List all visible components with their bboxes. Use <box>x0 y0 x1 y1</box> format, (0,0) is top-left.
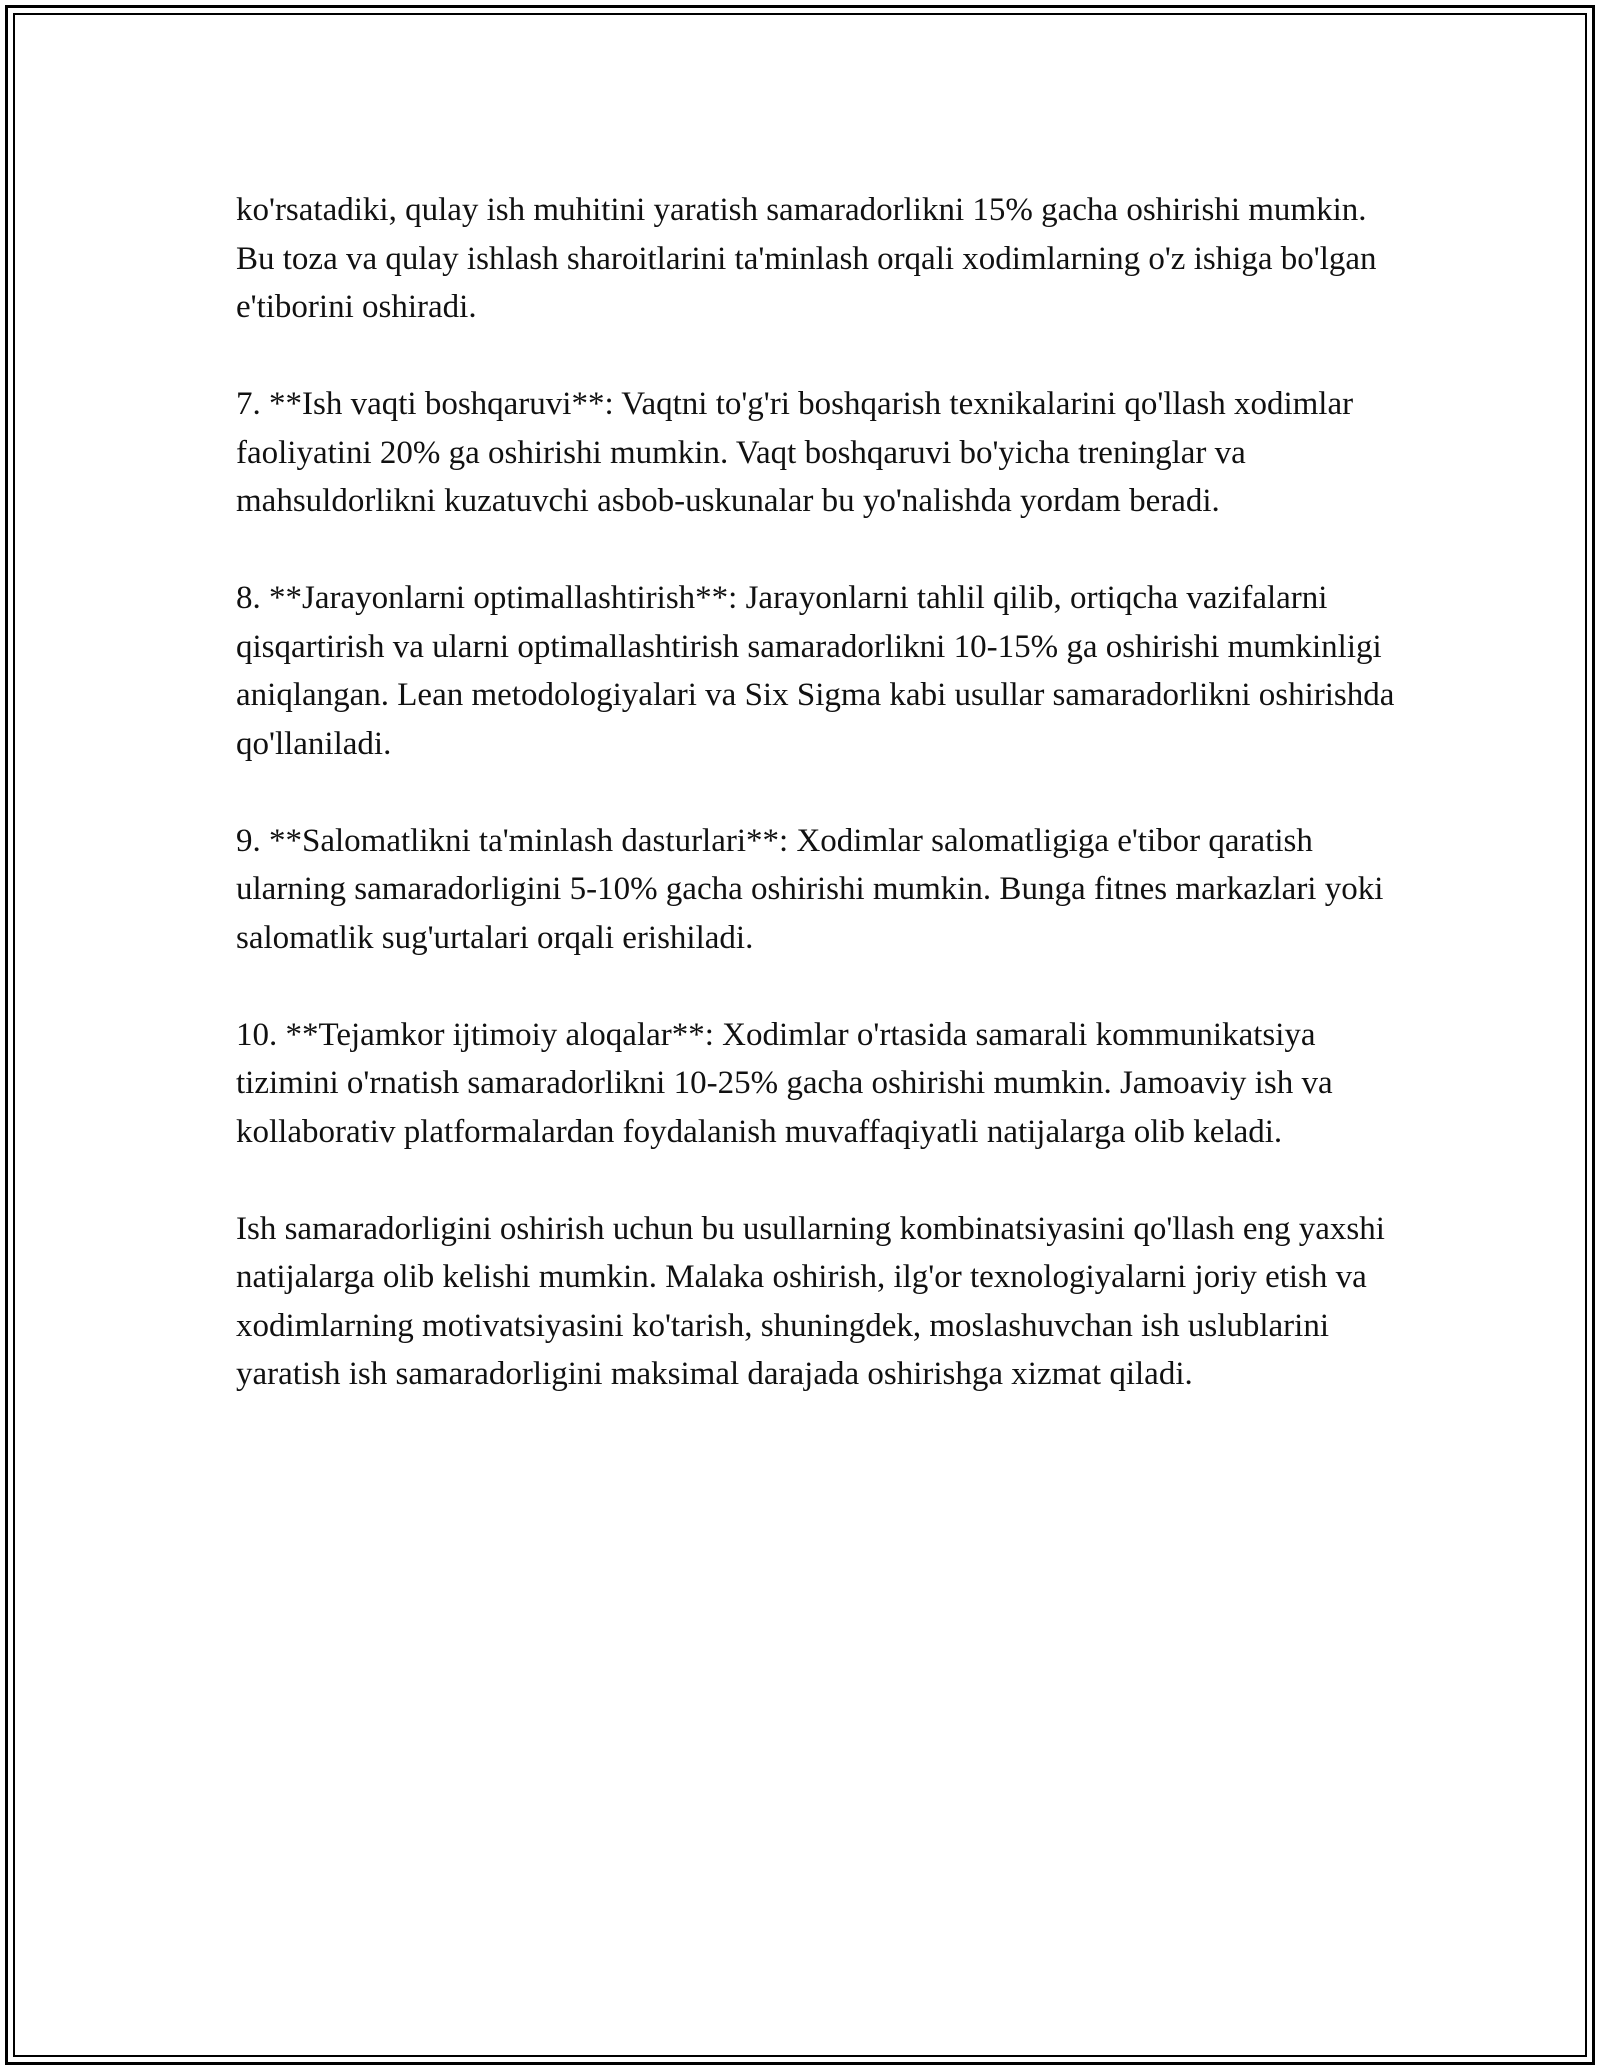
document-body <box>236 186 1396 1399</box>
paragraph-item-10: 10. **Tejamkor ijtimoiy aloqalar**: Xodimlar o'rtasida samarali kommunikatsiya tizimini o'rnatish samaradorlikni 10-25% gacha oshirishi mumkin. Jamoaviy ish va kollaborativ platformalardan foydalanish muvaffaqiyatli natijalarga olib keladi. <box>236 1016 1333 1150</box>
paragraph-item-9: 9. **Salomatlikni ta'minlash dasturlari**: Xodimlar salomatligiga e'tibor qaratish ularning samaradorligini 5-10% gacha oshirishi mumkin. Bunga fitnes markazlari yoki salomatlik sug'urtalari orqali erishiladi. <box>236 822 1384 956</box>
paragraph-item-7: 7. **Ish vaqti boshqaruvi**: Vaqtni to'g'ri boshqarish texnikalarini qo'llash xodimlar faoliyatini 20% ga oshirishi mumkin. Vaqt boshqaruvi bo'yicha treninglar va mahsuldorlikni kuzatuvchi asbob-uskunalar bu yo'nalishda yordam beradi. <box>236 386 1354 519</box>
paragraph-continuation: ko'rsatadiki, qulay ish muhitini yaratish samaradorlikni 15% gacha oshirishi mumkin. Bu toza va qulay ishlash sharoitlarini ta'minlash orqali xodimlarning o'z ishiga bo'lgan e'tiborini oshiradi. <box>236 192 1377 325</box>
paragraph-conclusion: Ish samaradorligini oshirish uchun bu usullarning kombinatsiyasini qo'llash eng yaxshi natijalarga olib kelishi mumkin. Malaka oshirish, ilg'or texnologiyalarni joriy etish va xodimlarning motivatsiyasini ko'tarish, shuningdek, moslashuvchan ish uslublarini yaratish ish samaradorligini maksimal darajada oshirishga xizmat qiladi. <box>236 1210 1385 1392</box>
paragraph-item-8: 8. **Jarayonlarni optimallashtirish**: Jarayonlarni tahlil qilib, ortiqcha vazifalarni qisqartirish va ularni optimallashtirish samaradorlikni 10-15% ga oshirishi mumkinligi aniqlangan. Lean metodologiyalari va Six Sigma kabi usullar samaradorlikni oshirishda qo'llaniladi. <box>236 580 1395 762</box>
